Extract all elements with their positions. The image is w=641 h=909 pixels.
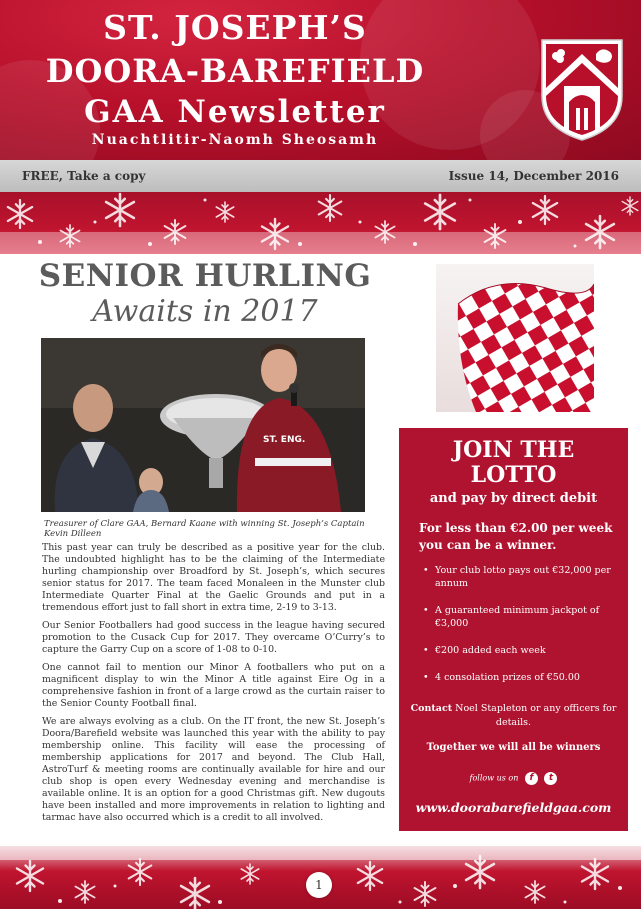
photo-caption: Treasurer of Clare GAA, Bernard Kaane with winning St. Joseph’s Captain Kevin Dilleen <box>44 519 365 539</box>
masthead <box>0 0 641 160</box>
list-item: • 4 consolation prizes of €50.00 <box>423 671 613 684</box>
list-item: • Your club lotto pays out €32,000 per annum <box>423 564 613 590</box>
lotto-contact <box>399 702 628 730</box>
club-website-link[interactable]: www.doorabarefieldgaa.com <box>415 800 612 815</box>
player-shirt-text: ST. ENG. <box>263 435 306 445</box>
article-headline: SENIOR HURLING <box>38 258 372 294</box>
newsletter-subtitle-irish: Nuachtlitir-Naomh Sheosamh <box>91 132 379 148</box>
newsletter-title-club: ST. JOSEPH’S <box>103 8 367 47</box>
lotto-slogan: Together we will all be winners <box>426 742 601 753</box>
newsletter-title-parish: DOORA-BAREFIELD <box>45 52 425 90</box>
follow-label: follow us on <box>469 773 519 783</box>
article-subheadline: Awaits in 2017 <box>92 294 318 329</box>
article-paragraph: Our Senior Footballers had good success in the league having secured promotion to the Cusack Cup for 2017. They overcame O’Curry’s to capture the Garry Cup on a score of 1-08 to 0-10. <box>42 620 385 655</box>
article-paragraph: We are always evolving as a club. On the IT front, the new St. Joseph’s Doora/Barefield website was launched this year with the ability to pay membership online. This facility will ease the processing of membership applications for 2017 and beyond. The Club Hall, AstroTurf & meeting rooms are continually available for hire and our club shop is open every Wednesday evening and merchandise is available online. It is an option for a good Christmas gift. New dugouts have been installed and more improvements in relation to lighting and tarmac have also occurred which is a credit to all involved. <box>42 716 385 823</box>
list-item: • €200 added each week <box>423 644 613 657</box>
photo-illustration <box>41 338 365 512</box>
snowflake-banner-top <box>0 192 641 254</box>
snowflake-decoration-icon <box>0 192 641 254</box>
club-flag-image <box>436 264 594 412</box>
trophy-presentation-photo <box>41 338 365 512</box>
follow-us <box>399 772 628 785</box>
list-item: • A guaranteed minimum jackpot of €3,000 <box>423 604 613 630</box>
page-number: 1 <box>306 872 332 898</box>
issue-number-date: Issue 14, December 2016 <box>448 169 619 183</box>
newsletter-title: GAA Newsletter <box>84 94 386 130</box>
article-body <box>42 542 385 830</box>
article-paragraph: One cannot fail to mention our Minor A footballers who put on a magnificent display to win the Minor A title against Eire Og in a comprehensive fashion in front of a large crowd as the curtain raiser to the Senior County Football final. <box>42 662 385 709</box>
twitter-icon[interactable]: t <box>544 772 557 785</box>
contact-label: Contact <box>410 703 453 714</box>
issue-info-bar <box>0 160 641 192</box>
contact-text: Noel Stapleton or any officers for details. <box>452 703 617 728</box>
club-crest-logo <box>538 36 626 144</box>
lotto-benefits-list <box>423 564 613 698</box>
free-copy-label: FREE, Take a copy <box>22 169 146 183</box>
lotto-promo-box <box>399 428 628 831</box>
lotto-subheading: and pay by direct debit <box>429 491 598 506</box>
lotto-heading: JOIN THE LOTTO <box>452 437 575 488</box>
facebook-icon[interactable]: f <box>525 772 538 785</box>
article-paragraph: This past year can truly be described as a positive year for the club. The undoubted highlight has to be the claiming of the Intermediate hurling championship over Broadford by St. Joseph’s, which secures senior status for 2017. The team faced Monaleen in the Munster club Intermediate Quarter Final at the Gaelic Grounds and put in a tremendous effort just to fall short in extra time, 2-19 to 3-13. <box>42 542 385 613</box>
lotto-tagline: For less than €2.00 per week you can be a winner. <box>419 521 613 552</box>
